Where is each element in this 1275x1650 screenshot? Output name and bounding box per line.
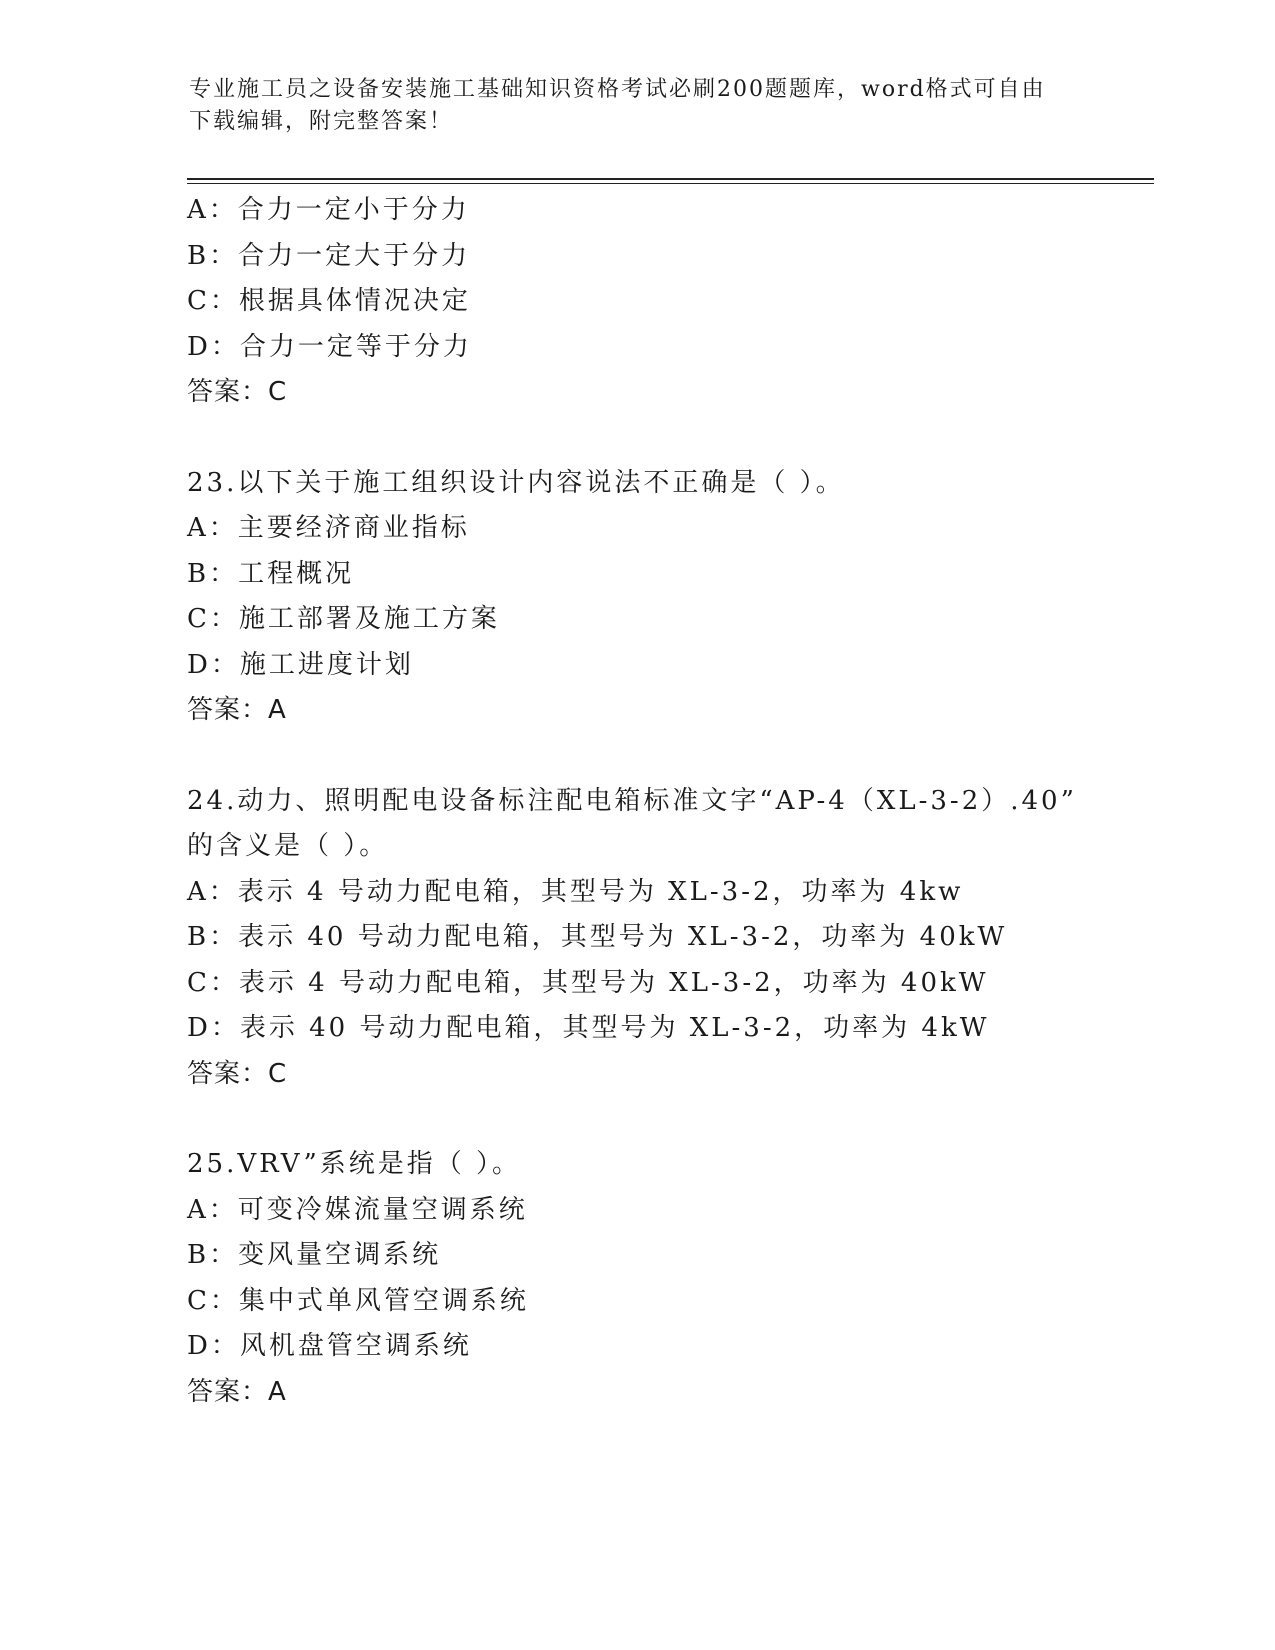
option-c: C：集中式单风管空调系统 [187,1285,529,1316]
option-a: A：表示 4 号动力配电箱，其型号为 XL-3-2，功率为 4kw [187,876,964,907]
question-23 [187,461,1127,734]
question-stem-line-1: 24.动力、照明配电设备标注配电箱标准文字“AP-4（XL-3-2）.40” [187,785,1077,816]
answer: 答案：C [187,1058,288,1089]
question-stem-line-2: 的含义是（ ）。 [187,831,389,861]
spacer [187,1097,1127,1142]
option-b: B：表示 40 号动力配电箱，其型号为 XL-3-2，功率为 40kW [187,922,1008,952]
option-c: C：表示 4 号动力配电箱，其型号为 XL-3-2，功率为 40kW [187,967,989,998]
spacer [187,734,1127,779]
question-stem: 25.VRV”系统是指（ ）。 [187,1149,522,1179]
option-a: A：合力一定小于分力 [187,195,470,225]
spacer [187,416,1127,461]
question-list [187,188,1127,1415]
answer: 答案：A [187,1376,287,1407]
option-d: D：风机盘管空调系统 [187,1331,472,1361]
option-a: A：主要经济商业指标 [187,513,470,543]
option-d: D：施工进度计划 [187,649,414,680]
option-d: D：合力一定等于分力 [187,331,472,362]
answer: 答案：C [187,377,288,407]
option-c: C：施工部署及施工方案 [187,604,500,634]
question-24 [187,779,1127,1098]
header-line-1: 专业施工员之设备安装施工基础知识资格考试必刷200题题库，word格式可自由 [189,77,1046,102]
question-22 [187,188,1127,416]
option-a: A：可变冷媒流量空调系统 [187,1194,528,1225]
answer: 答案：A [187,695,287,725]
header-line-2: 下载编辑，附完整答案！ [189,109,454,134]
question-stem: 23.以下关于施工组织设计内容说法不正确是（ ）。 [187,467,845,498]
option-b: B：工程概况 [187,558,355,589]
option-d: D：表示 40 号动力配电箱，其型号为 XL-3-2，功率为 4kW [187,1013,990,1043]
header-divider [187,178,1154,184]
option-c: C：根据具体情况决定 [187,286,471,316]
option-b: B：变风量空调系统 [187,1240,442,1270]
document-header [189,74,1069,138]
question-25 [187,1142,1127,1415]
option-b: B：合力一定大于分力 [187,240,471,271]
